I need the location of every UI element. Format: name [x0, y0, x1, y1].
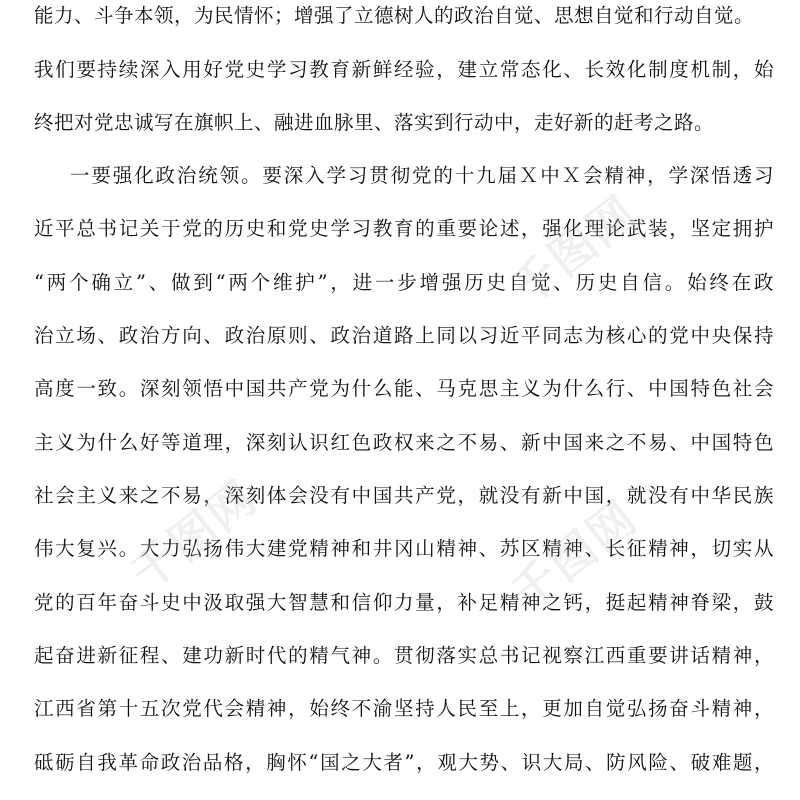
- text-line: 党的百年奋斗史中汲取强大智慧和信仰力量，补足精神之钙，挺起精神脊梁，鼓: [34, 591, 774, 614]
- watermark: 千图网: [500, 489, 648, 621]
- text-line: 一要强化政治统领。要深入学习贯彻党的十九届Ｘ中Ｘ会精神，学深悟透习: [70, 164, 774, 187]
- text-line: 起奋进新征程、建功新时代的精气神。贯彻落实总书记视察江西重要讲话精神，: [34, 644, 774, 667]
- watermark: 千图网: [120, 469, 268, 601]
- text-line: “两个确立”、做到“两个维护”，进一步增强历史自觉、历史自信。始终在政: [34, 271, 774, 294]
- text-line: 能力、斗争本领，为民情怀；增强了立德树人的政治自觉、思想自觉和行动自觉。: [34, 4, 755, 27]
- watermark: 千图网: [500, 184, 648, 316]
- text-line: 社会主义来之不易，深刻体会没有中国共产党，就没有新中国，就没有中华民族: [34, 484, 774, 507]
- text-line: 砥砺自我革命政治品格，胸怀“国之大者”，观大势、识大局、防风险、破难题，: [34, 751, 774, 774]
- text-line: 江西省第十五次党代会精神，始终不渝坚持人民至上，更加自觉弘扬奋斗精神，: [34, 697, 774, 720]
- text-line: 治立场、政治方向、政治原则、政治道路上同以习近平同志为核心的党中央保持: [34, 324, 774, 347]
- text-line: 主义为什么好等道理，深刻认识红色政权来之不易、新中国来之不易、中国特色: [34, 431, 774, 454]
- text-line: 伟大复兴。大力弘扬伟大建党精神和井冈山精神、苏区精神、长征精神，切实从: [34, 537, 774, 560]
- text-line: 我们要持续深入用好党史学习教育新鲜经验，建立常态化、长效化制度机制，始: [34, 58, 774, 81]
- text-line: 高度一致。深刻领悟中国共产党为什么能、马克思主义为什么行、中国特色社会: [34, 377, 774, 400]
- text-line: 近平总书记关于党的历史和党史学习教育的重要论述，强化理论武装，坚定拥护: [34, 217, 774, 240]
- text-line: 终把对党忠诚写在旗帜上、融进血脉里、落实到行动中，走好新的赶考之路。: [34, 111, 715, 134]
